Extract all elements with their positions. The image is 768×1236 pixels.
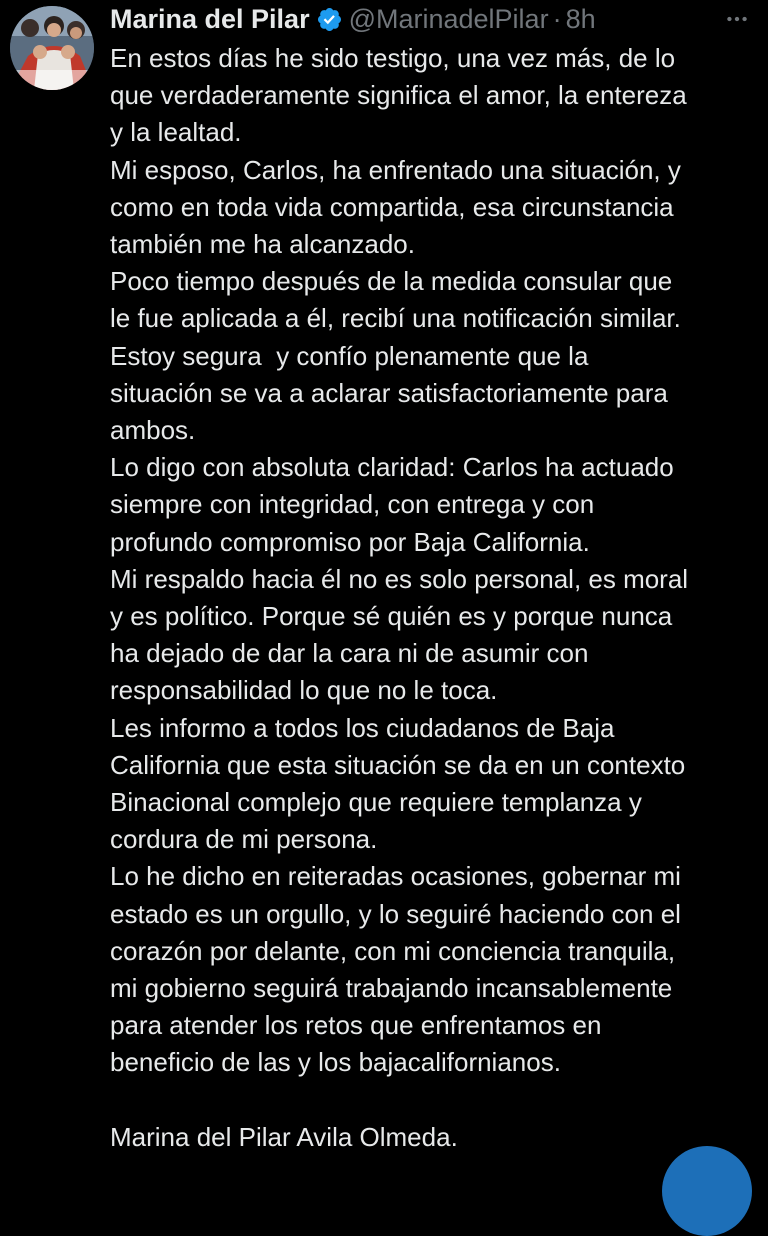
- tweet-text-line: que verdaderamente significa el amor, la entereza: [110, 80, 687, 111]
- tweet-text-line: corazón por delante, con mi conciencia tranquila,: [110, 935, 676, 966]
- tweet-text-line: situación se va a aclarar satisfactoriamente para: [110, 377, 668, 408]
- tweet-text-line: cordura de mi persona.: [110, 824, 378, 855]
- tweet-text-line: [110, 1082, 762, 1119]
- tweet-text-line: California que esta situación se da en un contexto: [110, 749, 686, 780]
- tweet-text-line: Les informo a todos los ciudadanos de Baja: [110, 712, 615, 743]
- display-name[interactable]: Marina del Pilar: [110, 4, 310, 34]
- tweet-text-line: Marina del Pilar Avila Olmeda.: [110, 1121, 458, 1152]
- tweet-header: [110, 2, 758, 36]
- tweet-text-line: responsabilidad lo que no le toca.: [110, 675, 498, 706]
- avatar[interactable]: [10, 6, 94, 90]
- tweet-text-line: Mi respaldo hacia él no es solo personal, es moral: [110, 563, 689, 594]
- tweet-text-line: le fue aplicada a él, recibí una notificación similar.: [110, 303, 681, 334]
- tweet-text-line: Mi esposo, Carlos, ha enfrentado una situación, y: [110, 154, 681, 185]
- tweet-text-line: Poco tiempo después de la medida consular que: [110, 266, 673, 297]
- tweet-text-line: como en toda vida compartida, esa circunstancia: [110, 191, 674, 222]
- tweet-text-line: Binacional complejo que requiere templanza y: [110, 787, 642, 818]
- tweet-text-line: Lo digo con absoluta claridad: Carlos ha actuado: [110, 452, 674, 483]
- tweet-text-line: mi gobierno seguirá trabajando incansablemente: [110, 973, 673, 1004]
- compose-fab-button[interactable]: [662, 1146, 752, 1236]
- timestamp[interactable]: 8h: [565, 4, 596, 34]
- more-options-icon[interactable]: [722, 4, 752, 34]
- tweet-text-line: y la lealtad.: [110, 117, 242, 148]
- user-handle[interactable]: @MarinadelPilar: [348, 4, 549, 34]
- tweet-text-line: también me ha alcanzado.: [110, 229, 415, 260]
- separator-dot: ·: [552, 4, 562, 34]
- tweet-text-line: y es político. Porque sé quién es y porque nunca: [110, 601, 673, 632]
- tweet-text-line: para atender los retos que enfrentamos en: [110, 1010, 602, 1041]
- avatar-photo-icon: [10, 6, 94, 90]
- tweet-text-line: ha dejado de dar la cara ni de asumir con: [110, 638, 589, 669]
- tweet-text-line: siempre con integridad, con entrega y con: [110, 489, 595, 520]
- tweet-text-line: estado es un orgullo, y lo seguiré haciendo con el: [110, 898, 681, 929]
- verified-badge-icon[interactable]: [316, 6, 343, 33]
- tweet-text-line: ambos.: [110, 415, 196, 446]
- tweet-text: [110, 40, 762, 1156]
- tweet-text-line: beneficio de las y los bajacalifornianos.: [110, 1047, 561, 1078]
- tweet-text-line: profundo compromiso por Baja California.: [110, 526, 590, 557]
- tweet-text-line: Lo he dicho en reiteradas ocasiones, gobernar mi: [110, 861, 681, 892]
- tweet-text-line: Estoy segura y confío plenamente que la: [110, 340, 589, 371]
- tweet-text-line: En estos días he sido testigo, una vez más, de lo: [110, 43, 676, 73]
